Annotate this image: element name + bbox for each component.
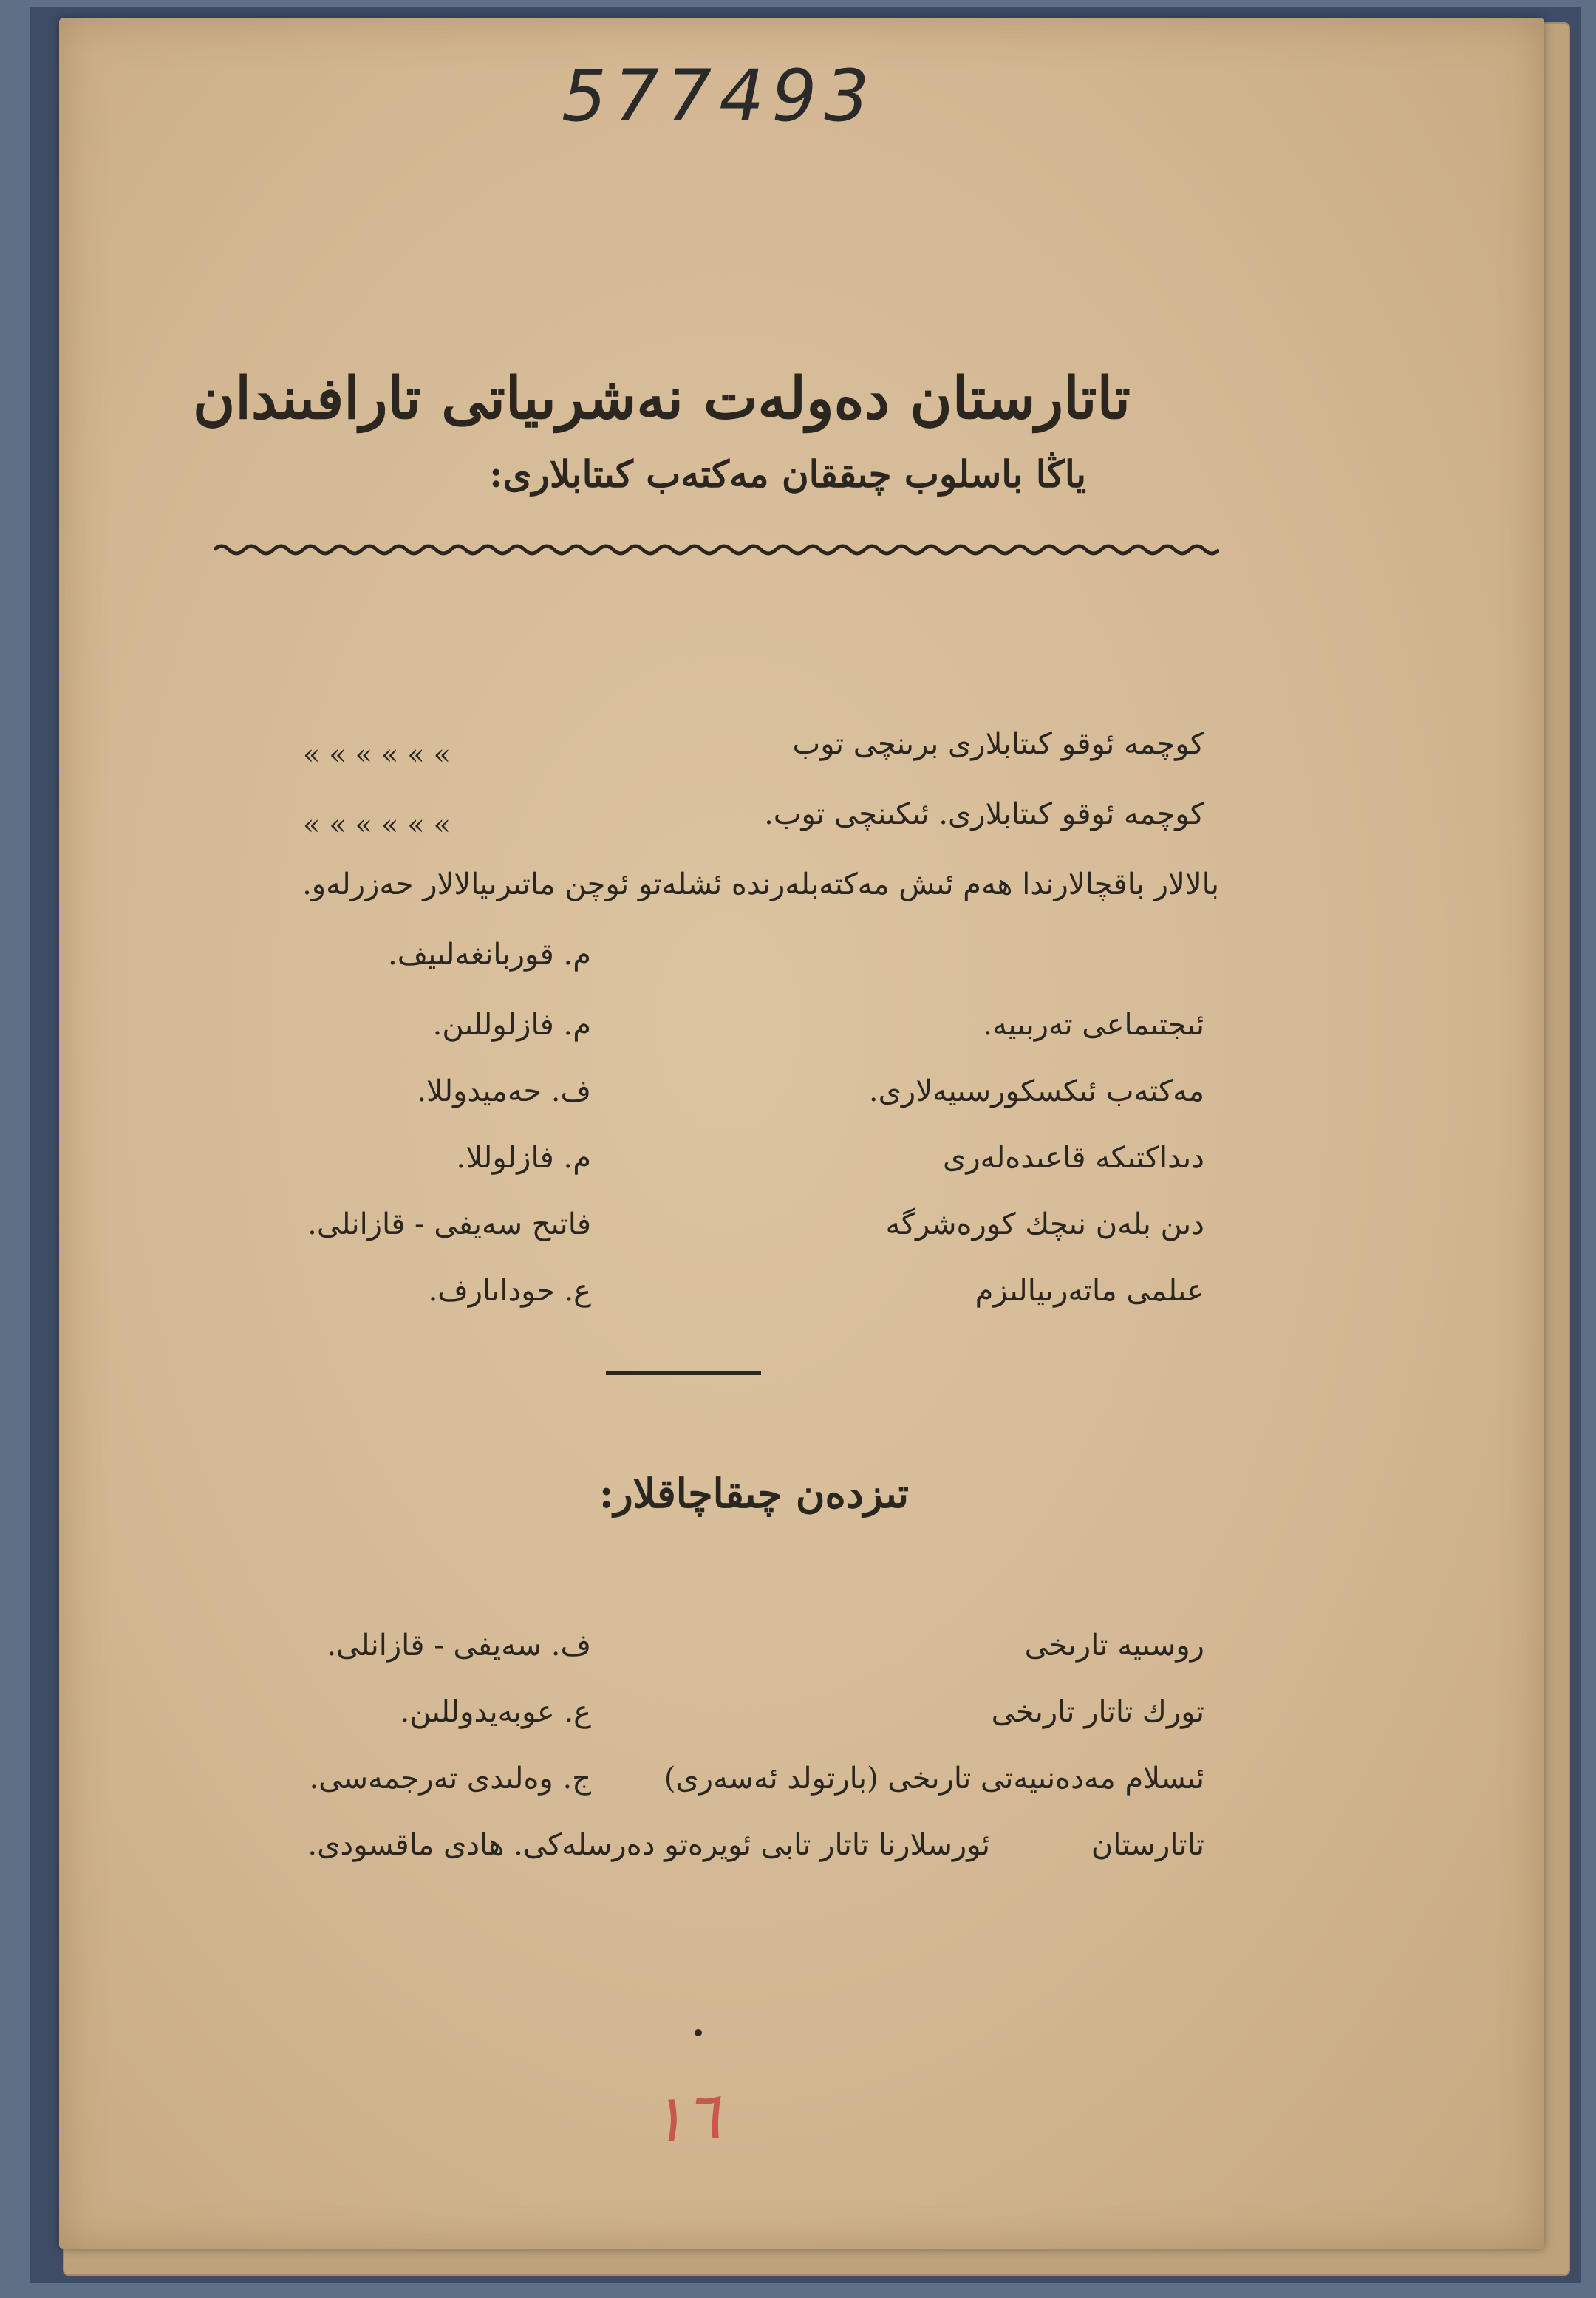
section2-item-3-title: ئىسلام مەدەنىيەتى تارىخى (بارتولد ئەسەرى) [664, 1762, 1204, 1796]
section2-item-2-author: ع. عوبەيدوللىن. [400, 1695, 591, 1729]
section-divider [606, 1371, 761, 1375]
list1-item-7-author: م. فازلوللا. [456, 1141, 591, 1175]
section-heading: تىزدەن چىقاچاقلار: [598, 1470, 909, 1517]
page-dot [695, 2029, 702, 2036]
list1-item-2-title: كوچمە ئوقو كىتابلارى. ئىكىنچى توب. [764, 797, 1204, 831]
list1-item-3-title: بالالار باقچالارندا هەم ئىش مەكتەبلەرندە ئشلەتو ئوچن ماتىرىيالالار حەزرلەو. [302, 867, 1219, 901]
accession-number: 577493 [562, 55, 877, 137]
section2-item-2-title: تورك تاتار تارىخى [991, 1695, 1204, 1729]
section2-item-4-author: ئورسلارنا تاتار تابى ئويرەتو دەرسلەكى. هادى ماقسودى. [307, 1828, 990, 1862]
section2-item-4-title: تاتارستان [1091, 1828, 1204, 1862]
list1-item-6-title: مەكتەب ئىكسكورسىيەلارى. [868, 1074, 1204, 1108]
list1-item-7-title: دىداكتىكە قاعىدەلەرى [943, 1141, 1204, 1175]
pencil-page-number: ١٦ [647, 2076, 723, 2158]
document-page [59, 18, 1544, 2249]
list1-item-2-ditto: « « « « « « [303, 808, 451, 841]
list1-item-6-author: ف. حەميدوللا. [417, 1074, 591, 1108]
list1-item-9-author: ع. حوداىارف. [428, 1274, 591, 1308]
list1-item-4-author: م. قوربانغەلىيف. [388, 938, 591, 972]
page-title: تاتارستان دەولەت نەشرىياتى تارافىندان [192, 365, 1130, 432]
list1-item-5-title: ئىجتىماعى تەربىيە. [983, 1008, 1204, 1042]
page-subtitle: ياڭا باسلوب چىققان مەكتەب كىتابلارى: [489, 452, 1086, 496]
page-edge-wear [59, 18, 1544, 2249]
section2-item-3-author: ج. وەلىدى تەرجمەسى. [309, 1762, 591, 1796]
list1-item-8-author: فاتىح سەيفى - قازانلى. [307, 1207, 591, 1241]
list1-item-1-title: كوچمە ئوقو كىتابلارى برىنچى توب [792, 727, 1204, 761]
wavy-divider [214, 539, 1219, 561]
list1-item-5-author: م. فازلوللىن. [432, 1008, 591, 1042]
list1-item-9-title: عىلمى ماتەرىيالىزم [975, 1274, 1204, 1308]
list1-item-1-ditto: « « « « « « [303, 738, 451, 771]
section2-item-1-title: روسىيە تارىخى [1024, 1629, 1204, 1663]
list1-item-8-title: دىن بلەن نىچك كورەشرگە [885, 1207, 1204, 1241]
section2-item-1-author: ف. سەيفى - قازانلى. [327, 1629, 591, 1663]
